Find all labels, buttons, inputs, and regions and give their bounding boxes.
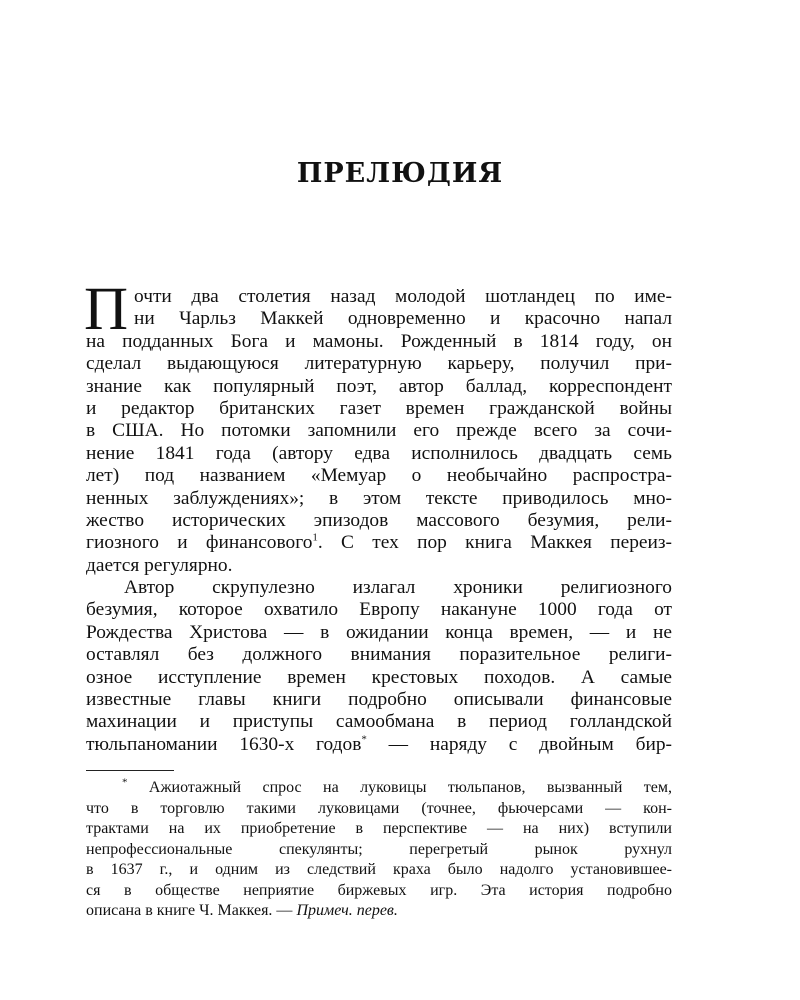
- text-line: ненных заблуждениях»; в этом тексте приводилось мно-: [86, 487, 672, 509]
- footnote-marker: *: [122, 776, 128, 789]
- footnote-line: трактами на их приобретение в перспективе — на них) вступили: [86, 820, 672, 837]
- text-line: оставлял без должного внимания поразительное религи-: [86, 644, 672, 666]
- text-line: Рождества Христова — в ожидании конца времен, — и не: [86, 621, 672, 643]
- text-fragment: . С тех пор книга Маккея переиз-: [317, 532, 672, 554]
- text-line: дается регулярно.: [86, 554, 233, 576]
- footnote-ref-star[interactable]: *: [361, 733, 367, 746]
- footnote-line: ся в обществе неприятие биржевых игр. Эта история подробно: [86, 881, 672, 899]
- text-line: очти два столетия назад молодой шотландец по име-: [134, 286, 672, 307]
- text-line: и редактор британских газет времен гражданской войны: [86, 397, 672, 419]
- text-line: известные главы книги подробно описывали финансовые: [86, 689, 672, 711]
- text-line: ни Чарльз Маккей одновременно и красочно напал: [134, 308, 672, 330]
- text-fragment: Ажиотажный спрос на луковицы тюльпанов, вызванный тем,: [127, 779, 672, 796]
- text-line: махинации и приступы самообмана в период голландской: [86, 711, 672, 733]
- footnote-attribution: Примеч. перев.: [296, 902, 398, 919]
- text-line: Автор скрупулезно излагал хроники религиозного: [124, 577, 672, 599]
- text-line: сделал выдающуюся литературную карьеру, получил при-: [86, 353, 672, 375]
- footnote: [86, 778, 672, 922]
- text-line: [86, 532, 672, 554]
- paragraph-2: [86, 577, 672, 756]
- text-line: озное исступление времен крестовых походов. А самые: [86, 666, 672, 688]
- drop-cap: П: [84, 276, 129, 343]
- text-line: лет) под названием «Мемуар о необычайно распростра-: [86, 465, 672, 487]
- text-fragment: — наряду с двойным бир-: [366, 733, 672, 755]
- text-fragment: тюльпаномании 1630-х годов: [86, 733, 362, 755]
- paragraph-1: [84, 276, 672, 577]
- footnote-ref-1[interactable]: 1: [312, 531, 318, 544]
- text-line: нение 1841 года (автору едва исполнилось двадцать семь: [86, 442, 672, 464]
- chapter-title: ПРЕЛЮДИЯ: [296, 158, 504, 189]
- text-line: на подданных Бога и мамоны. Рожденный в 1814 году, он: [86, 330, 672, 352]
- text-line: [86, 734, 672, 756]
- footnote-line: [86, 778, 672, 799]
- footnote-line: что в торговлю такими луковицами (точнее, фьючерсами — кон-: [86, 799, 672, 817]
- text-line: знание как популярный поэт, автор баллад, корреспондент: [86, 375, 672, 397]
- footnote-line: в 1637 г., и одним из следствий краха было надолго установившее-: [86, 861, 672, 878]
- text-line: жество исторических эпизодов массового безумия, рели-: [86, 509, 672, 531]
- text-line: безумия, которое охватило Европу накануне 1000 года от: [86, 599, 672, 621]
- footnote-line: непрофессиональные спекулянты; перегретый рынок рухнул: [86, 840, 672, 858]
- body-text: [84, 276, 672, 756]
- text-line: в США. Но потомки запомнили его прежде всего за сочи-: [86, 420, 672, 442]
- footnote-line: [86, 901, 672, 922]
- text-fragment: описана в книге Ч. Маккея. —: [86, 902, 297, 919]
- text-fragment: гиозного и финансового: [86, 532, 313, 554]
- footnote-divider: [86, 770, 174, 771]
